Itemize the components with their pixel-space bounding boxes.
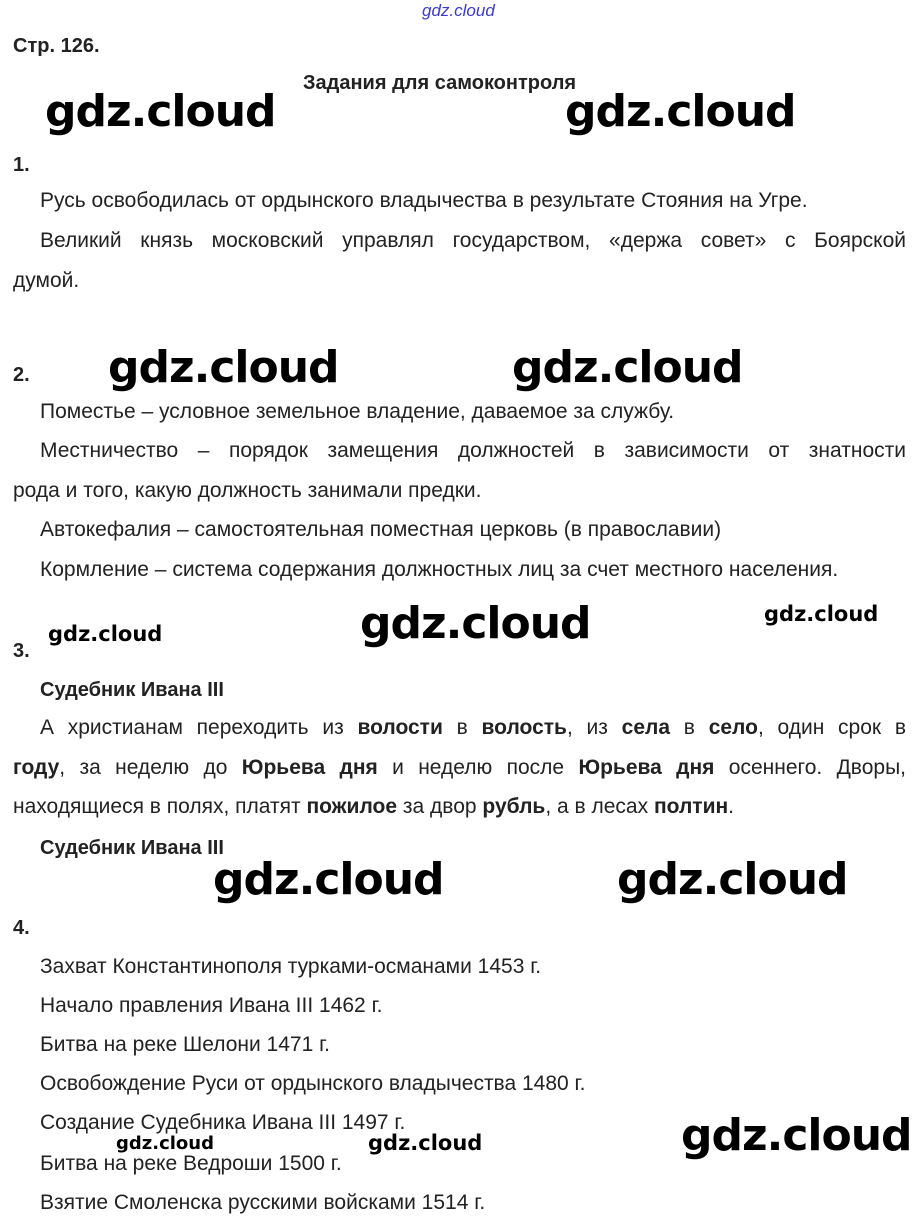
watermark: gdz.cloud (48, 622, 163, 646)
task-3-number: 3. (13, 640, 30, 662)
task-3-title: Судебник Ивана III (40, 679, 224, 701)
watermark: gdz.cloud (108, 342, 339, 393)
task-1-line: Великий князь московский управлял государством, «держа совет» с Боярской (40, 229, 906, 252)
task-1-line: Русь освободилась от ордынского владычества в результате Стояния на Угре. (40, 189, 808, 212)
timeline-item: Начало правления Ивана III 1462 г. (40, 994, 383, 1017)
task-2-line: Кормление – система содержания должностных лиц за счет местного населения. (40, 558, 839, 581)
task-2-number: 2. (13, 364, 30, 386)
page-label: Стр. 126. (13, 35, 100, 57)
task-2-line: Местничество – порядок замещения должностей в зависимости от знатности (40, 439, 906, 462)
watermark: gdz.cloud (45, 86, 276, 137)
task-1-number: 1. (13, 154, 30, 176)
task-2-line: рода и того, какую должность занимали предки. (13, 479, 482, 502)
watermark: gdz.cloud (764, 602, 879, 626)
timeline-item: Взятие Смоленска русскими войсками 1514 г. (40, 1191, 486, 1214)
timeline-item: Битва на реке Ведроши 1500 г. (40, 1152, 342, 1175)
watermark: gdz.cloud (368, 1131, 483, 1155)
timeline-item: Битва на реке Шелони 1471 г. (40, 1033, 331, 1056)
task-2-line: Автокефалия – самостоятельная поместная церковь (в православии) (40, 518, 722, 541)
watermark: gdz.cloud (565, 86, 796, 137)
timeline-item: Захват Константинополя турками-османами 1453 г. (40, 955, 542, 978)
task-3-source: Судебник Ивана III (40, 837, 224, 859)
timeline-item: Создание Судебника Ивана III 1497 г. (40, 1111, 406, 1134)
task-4-number: 4. (13, 917, 30, 939)
task-1-line: думой. (13, 269, 80, 292)
watermark: gdz.cloud (213, 854, 444, 905)
watermark: gdz.cloud (681, 1110, 912, 1161)
watermark: gdz.cloud (617, 854, 848, 905)
section-heading: Задания для самоконтроля (303, 72, 577, 94)
watermark: gdz.cloud (512, 342, 743, 393)
task-2-line: Поместье – условное земельное владение, даваемое за службу. (40, 400, 675, 423)
top-watermark: gdz.cloud (422, 1, 495, 20)
watermark: gdz.cloud (360, 598, 591, 649)
watermark: gdz.cloud (116, 1133, 214, 1154)
task-3-paragraph-line: находящиеся в полях, платят пожилое за двор рубль, а в лесах полтин. (13, 795, 735, 818)
task-3-paragraph-line: А христианам переходить из волости в волость, из села в село, один срок в (40, 716, 906, 739)
timeline-item: Освобождение Руси от ордынского владычества 1480 г. (40, 1072, 586, 1095)
task-3-paragraph-line: году, за неделю до Юрьева дня и неделю после Юрьева дня осеннего. Дворы, (13, 756, 906, 779)
